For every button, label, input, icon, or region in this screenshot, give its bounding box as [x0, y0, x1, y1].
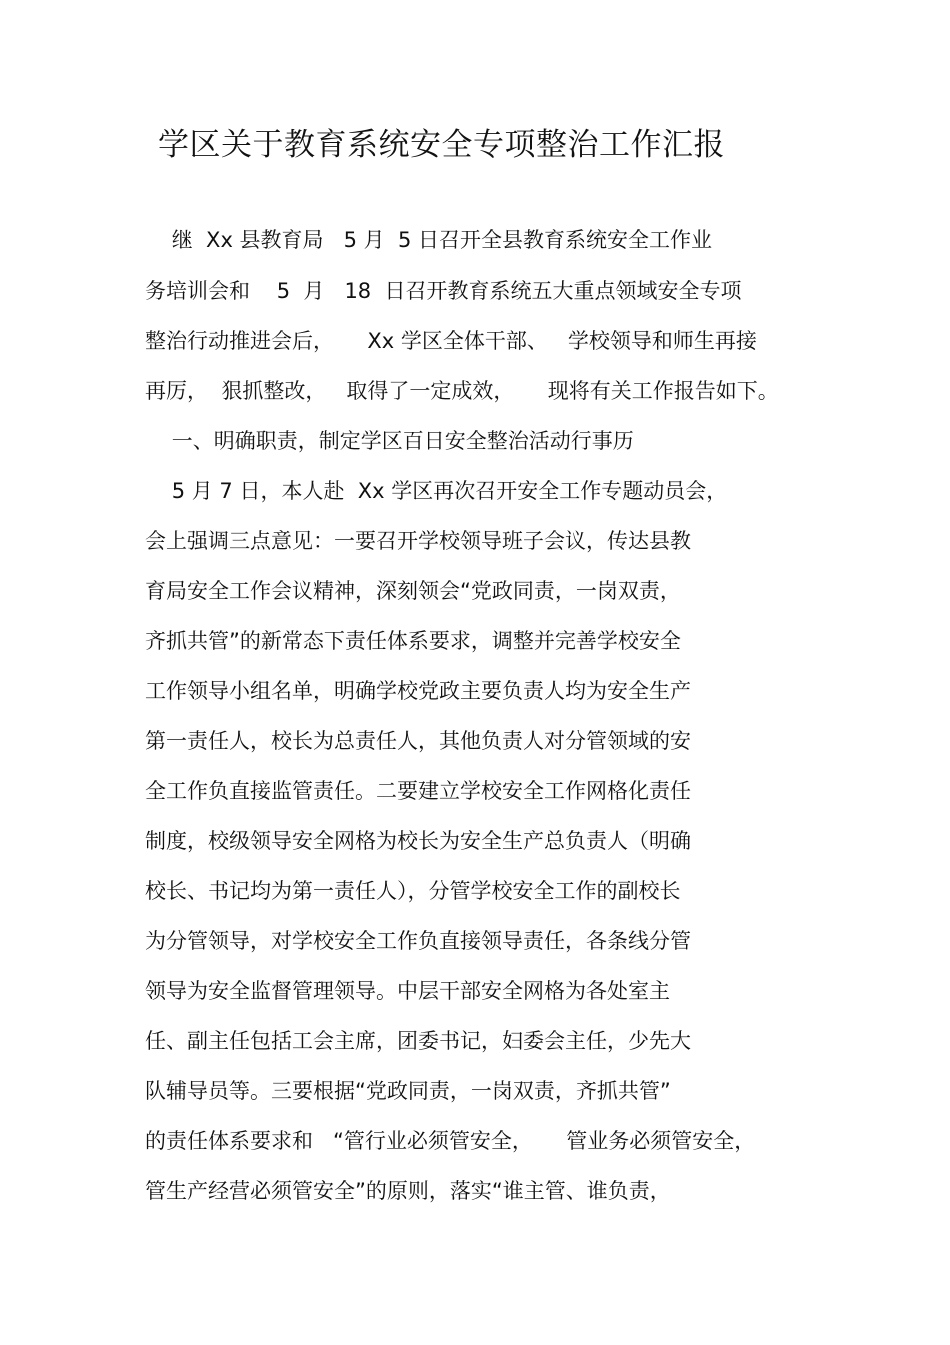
body-line: 齐抓共管”的新常态下责任体系要求，调整并完善学校安全	[145, 629, 681, 653]
body-line: 再厉， 狠抓整改， 取得了一定成效， 现将有关工作报告如下。	[145, 379, 779, 403]
body-line: 整治行动推进会后， Xx 学区全体干部、 学校领导和师生再接	[145, 329, 757, 353]
body-line: 全工作负直接监管责任。二要建立学校安全工作网格化责任	[145, 779, 691, 803]
section-heading: 一、明确职责，制定学区百日安全整治活动行事历	[145, 429, 634, 453]
body-line: 管生产经营必须管安全”的原则，落实“谁主管、谁负责，	[145, 1179, 671, 1203]
body-line: 育局安全工作会议精神，深刻领会“党政同责，一岗双责，	[145, 579, 681, 603]
body-line: 5 月 7 日，本人赴 Xx 学区再次召开安全工作专题动员会，	[145, 479, 728, 503]
body-line: 第一责任人，校长为总责任人，其他负责人对分管领域的安	[145, 729, 691, 753]
body-line: 务培训会和 5 月 18 日召开教育系统五大重点领域安全专项	[145, 279, 742, 303]
body-line: 校长、书记均为第一责任人），分管学校安全工作的副校长	[145, 879, 681, 903]
document-title: 学区关于教育系统安全专项整治工作汇报	[158, 127, 725, 163]
body-line: 继 Xx 县教育局 5 月 5 日召开全县教育系统安全工作业	[145, 228, 712, 252]
body-line: 队辅导员等。三要根据“党政同责，一岗双责，齐抓共管”	[145, 1079, 671, 1103]
body-line: 任、副主任包括工会主席，团委书记，妇委会主任，少先大	[145, 1029, 691, 1053]
body-line: 工作领导小组名单，明确学校党政主要负责人均为安全生产	[145, 679, 691, 703]
body-line: 会上强调三点意见：一要召开学校领导班子会议，传达县教	[145, 529, 691, 553]
body-line: 为分管领导，对学校安全工作负直接领导责任，各条线分管	[145, 929, 691, 953]
body-line: 制度，校级领导安全网格为校长为安全生产总负责人（明确	[145, 829, 691, 853]
body-line: 的责任体系要求和 “管行业必须管安全， 管业务必须管安全，	[145, 1129, 756, 1153]
body-line: 领导为安全监督管理领导。中层干部安全网格为各处室主	[145, 979, 670, 1003]
